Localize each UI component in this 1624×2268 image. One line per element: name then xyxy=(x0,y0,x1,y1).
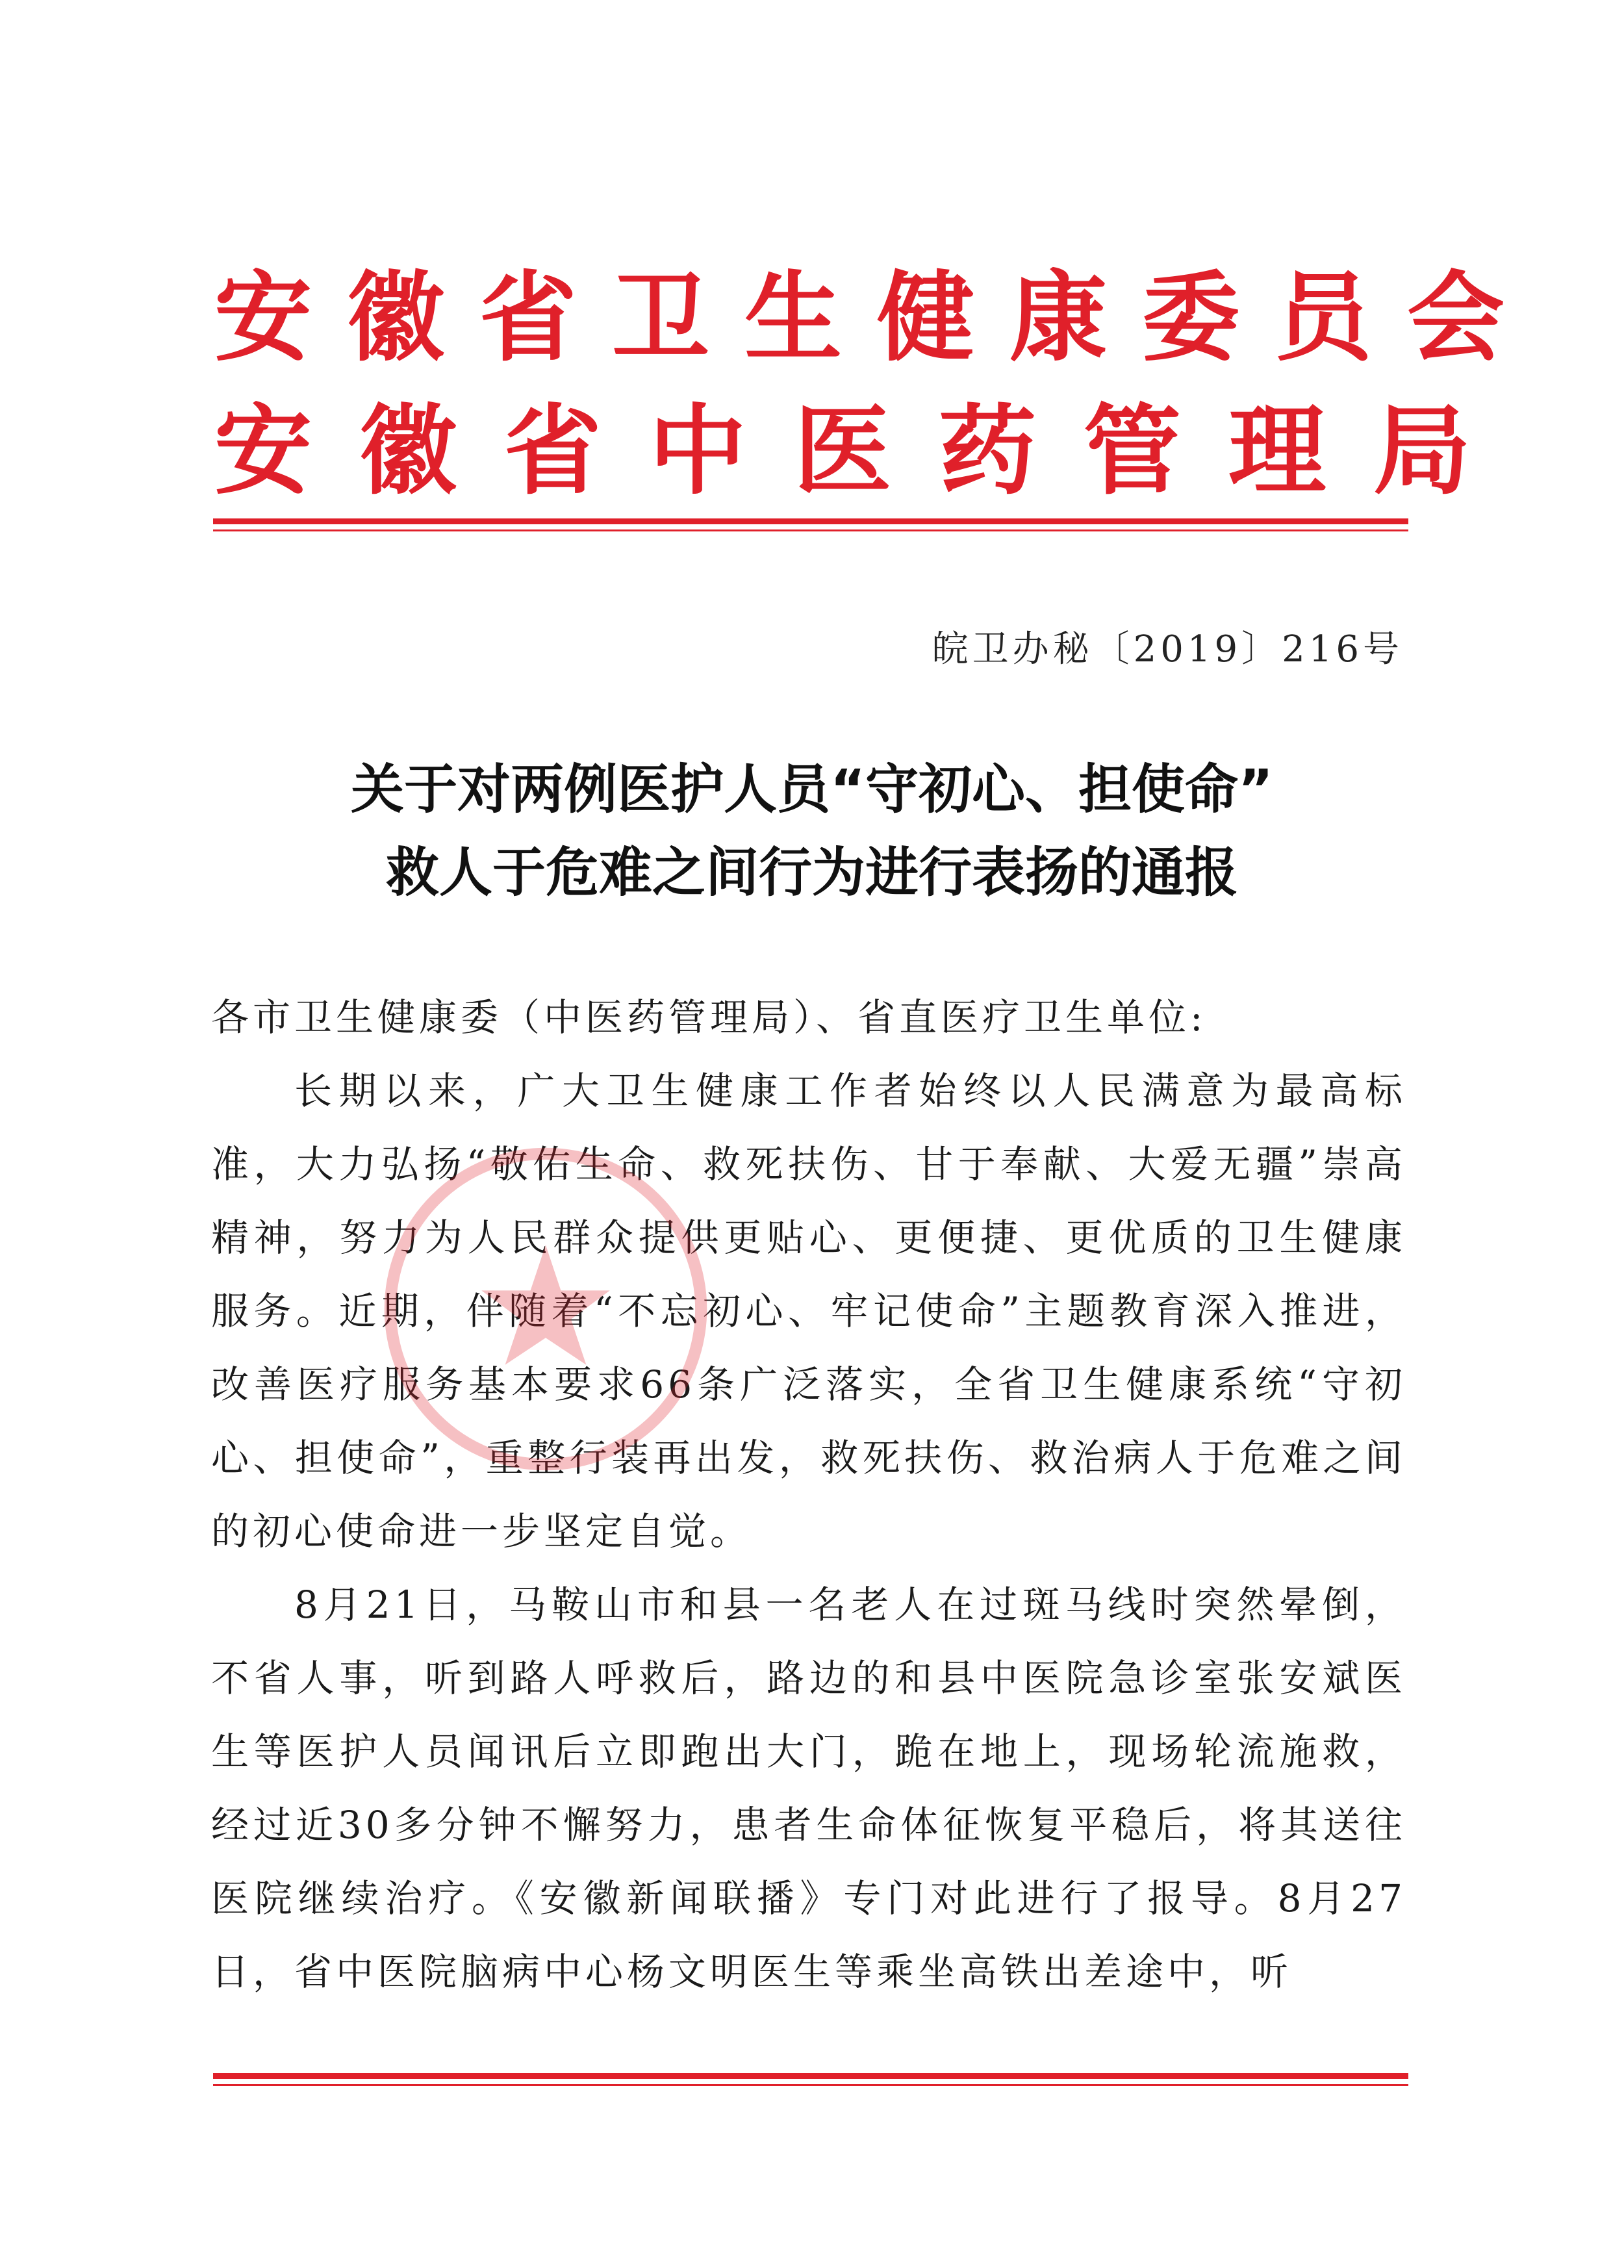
body-paragraph-1: 长期以来，广大卫生健康工作者始终以人民满意为最高标准，大力弘扬“敬佑生命、救死扶伤、甘于奉献、大爱无疆”崇高精神，努力为人民群众提供更贴心、更便捷、更优质的卫生健康服务。近期，伴随着“不忘初心、牢记使命”主题教育深入推进，改善医疗服务基本要求66条广泛落实，全省卫生健康系统“守初心、担使命”，重整行装再出发，救死扶伤、救治病人于危难之间的初心使命进一步坚定自觉。 xyxy=(211,1069,1406,1553)
footer-red-rule xyxy=(213,2073,1408,2079)
header-red-rule xyxy=(213,518,1408,524)
salutation: 各市卫生健康委（中医药管理局）、省直医疗卫生单位: xyxy=(211,995,1207,1039)
document-number: 皖卫办秘〔2019〕216号 xyxy=(932,628,1403,670)
issuer-line-2: 安徽省中医药管理局 xyxy=(214,395,1519,508)
document-title-line-2: 救人于危难之间行为进行表扬的通报 xyxy=(385,842,1238,904)
header-red-rule-thin xyxy=(213,529,1408,531)
document-body xyxy=(211,981,1406,2009)
issuer-line-1: 安徽省卫生健康委员会 xyxy=(214,262,1540,375)
body-paragraph-2: 8月21日，马鞍山市和县一名老人在过斑马线时突然晕倒，不省人事，听到路人呼救后，路边的和县中医院急诊室张安斌医生等医护人员闻讯后立即跑出大门，跪在地上，现场轮流施救，经过近30多分钟不懈努力，患者生命体征恢复平稳后，将其送往医院继续治疗。《安徽新闻联播》专门对此进行了报导。8月27日，省中医院脑病中心杨文明医生等乘坐高铁出差途中，听 xyxy=(211,1583,1406,1994)
footer-red-rule-thin xyxy=(213,2084,1408,2086)
document-title-line-1: 关于对两例医护人员“守初心、担使命” xyxy=(351,759,1273,821)
